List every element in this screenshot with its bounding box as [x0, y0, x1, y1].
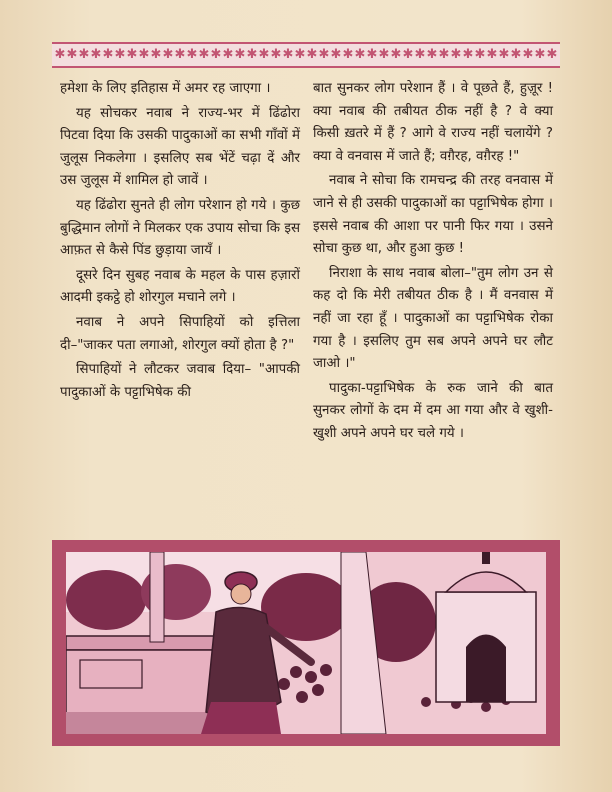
nawab-balcony-image: [66, 552, 546, 734]
star-icon: ✱: [546, 47, 558, 62]
star-icon: ✱: [270, 47, 282, 62]
paragraph: बात सुनकर लोग परेशान हैं । वे पूछते हैं, हुज़ूर ! क्या नवाब की तबीयत ठीक नहीं है ? वे क्या किसी ख़तरे में हैं ? आगे वे राज्य नहीं चलायेंगे ? क्या वे वनवास में जाते हैं; वग़ैरह, वग़ैरह !": [313, 81, 553, 164]
star-icon: ✱: [162, 47, 174, 62]
star-icon: ✱: [474, 47, 486, 62]
star-icon: ✱: [330, 47, 342, 62]
star-icon: ✱: [258, 47, 270, 62]
star-icon: ✱: [498, 47, 510, 62]
paragraph: दूसरे दिन सुबह नवाब के महल के पास हज़ारों आदमी इकट्ठे हो शोरगुल मचाने लगे ।: [60, 267, 300, 306]
paragraph: हमेशा के लिए इतिहास में अमर रह जाएगा ।: [60, 81, 271, 96]
star-icon: ✱: [366, 47, 378, 62]
paragraph: पादुका-पट्टाभिषेक के रुक जाने की बात सुनकर लोगों के दम में दम आ गया और वे खुशी-खुशी अपने अपने घर चले गये ।: [313, 380, 553, 441]
star-icon: ✱: [102, 47, 114, 62]
star-icon: ✱: [114, 47, 126, 62]
star-icon: ✱: [342, 47, 354, 62]
star-icon: ✱: [282, 47, 294, 62]
right-text-column: [313, 78, 553, 448]
star-icon: ✱: [78, 47, 90, 62]
star-icon: ✱: [402, 47, 414, 62]
star-icon: ✱: [210, 47, 222, 62]
star-icon: ✱: [294, 47, 306, 62]
star-icon: ✱: [426, 47, 438, 62]
star-icon: ✱: [150, 47, 162, 62]
star-icon: ✱: [234, 47, 246, 62]
star-icon: ✱: [414, 47, 426, 62]
star-icon: ✱: [390, 47, 402, 62]
star-icon: ✱: [222, 47, 234, 62]
paragraph: यह ढिंढोरा सुनते ही लोग परेशान हो गये । कुछ बुद्धिमान लोगों ने मिलकर एक उपाय सोचा कि इस आफ़त से कैसे पिंड छुड़ाया जायँ ।: [60, 197, 300, 259]
star-icon: ✱: [318, 47, 330, 62]
paragraph: निराशा के साथ नवाब बोला–"तुम लोग उन से कह दो कि मेरी तबीयत ठीक है । मैं वनवास में नहीं जा रहा हूँ । पादुकाओं का पट्टाभिषेक रोका गया है । इसलिए तुम सब अपने अपने घर लौट जाओ ।": [313, 265, 553, 372]
star-icon: ✱: [354, 47, 366, 62]
paragraph: यह सोचकर नवाब ने राज्य-भर में ढिंढोरा पिटवा दिया कि उसकी पादुकाओं का सभी गाँवों में जुलूस निकलेगा । इसलिए सब भेंटें चढ़ा दें और उस जुलूस में शामिल हो जावें ।: [60, 105, 300, 189]
star-icon: ✱: [186, 47, 198, 62]
star-icon: ✱: [66, 47, 78, 62]
star-icon: ✱: [438, 47, 450, 62]
star-pattern-icon: [52, 44, 560, 62]
star-icon: ✱: [246, 47, 258, 62]
star-icon: ✱: [462, 47, 474, 62]
star-icon: ✱: [198, 47, 210, 62]
star-icon: ✱: [510, 47, 522, 62]
story-illustration: [52, 540, 560, 746]
star-icon: ✱: [486, 47, 498, 62]
star-icon: ✱: [522, 47, 534, 62]
decorative-border: [52, 42, 560, 68]
paragraph: नवाब ने सोचा कि रामचन्द्र की तरह वनवास में जाने से ही उसकी पादुकाओं का पट्टाभिषेक होगा । इससे नवाब की आशा पर पानी फिर गया । उसने सोचा कुछ था, और हुआ कुछ !: [313, 173, 553, 257]
star-icon: ✱: [174, 47, 186, 62]
star-icon: ✱: [126, 47, 138, 62]
left-text-column: [60, 78, 300, 406]
star-icon: ✱: [306, 47, 318, 62]
star-icon: ✱: [450, 47, 462, 62]
star-icon: ✱: [378, 47, 390, 62]
star-icon: ✱: [138, 47, 150, 62]
star-icon: ✱: [54, 47, 66, 62]
paragraph: नवाब ने अपने सिपाहियों को इत्तिला दी–"जाकर पता लगाओ, शोरगुल क्यों होता है ?": [60, 314, 300, 353]
star-icon: ✱: [534, 47, 546, 62]
star-icon: ✱: [90, 47, 102, 62]
paragraph: सिपाहियों ने लौटकर जवाब दिया– "आपकी पादुकाओं के पट्टाभिषेक की: [60, 362, 300, 400]
